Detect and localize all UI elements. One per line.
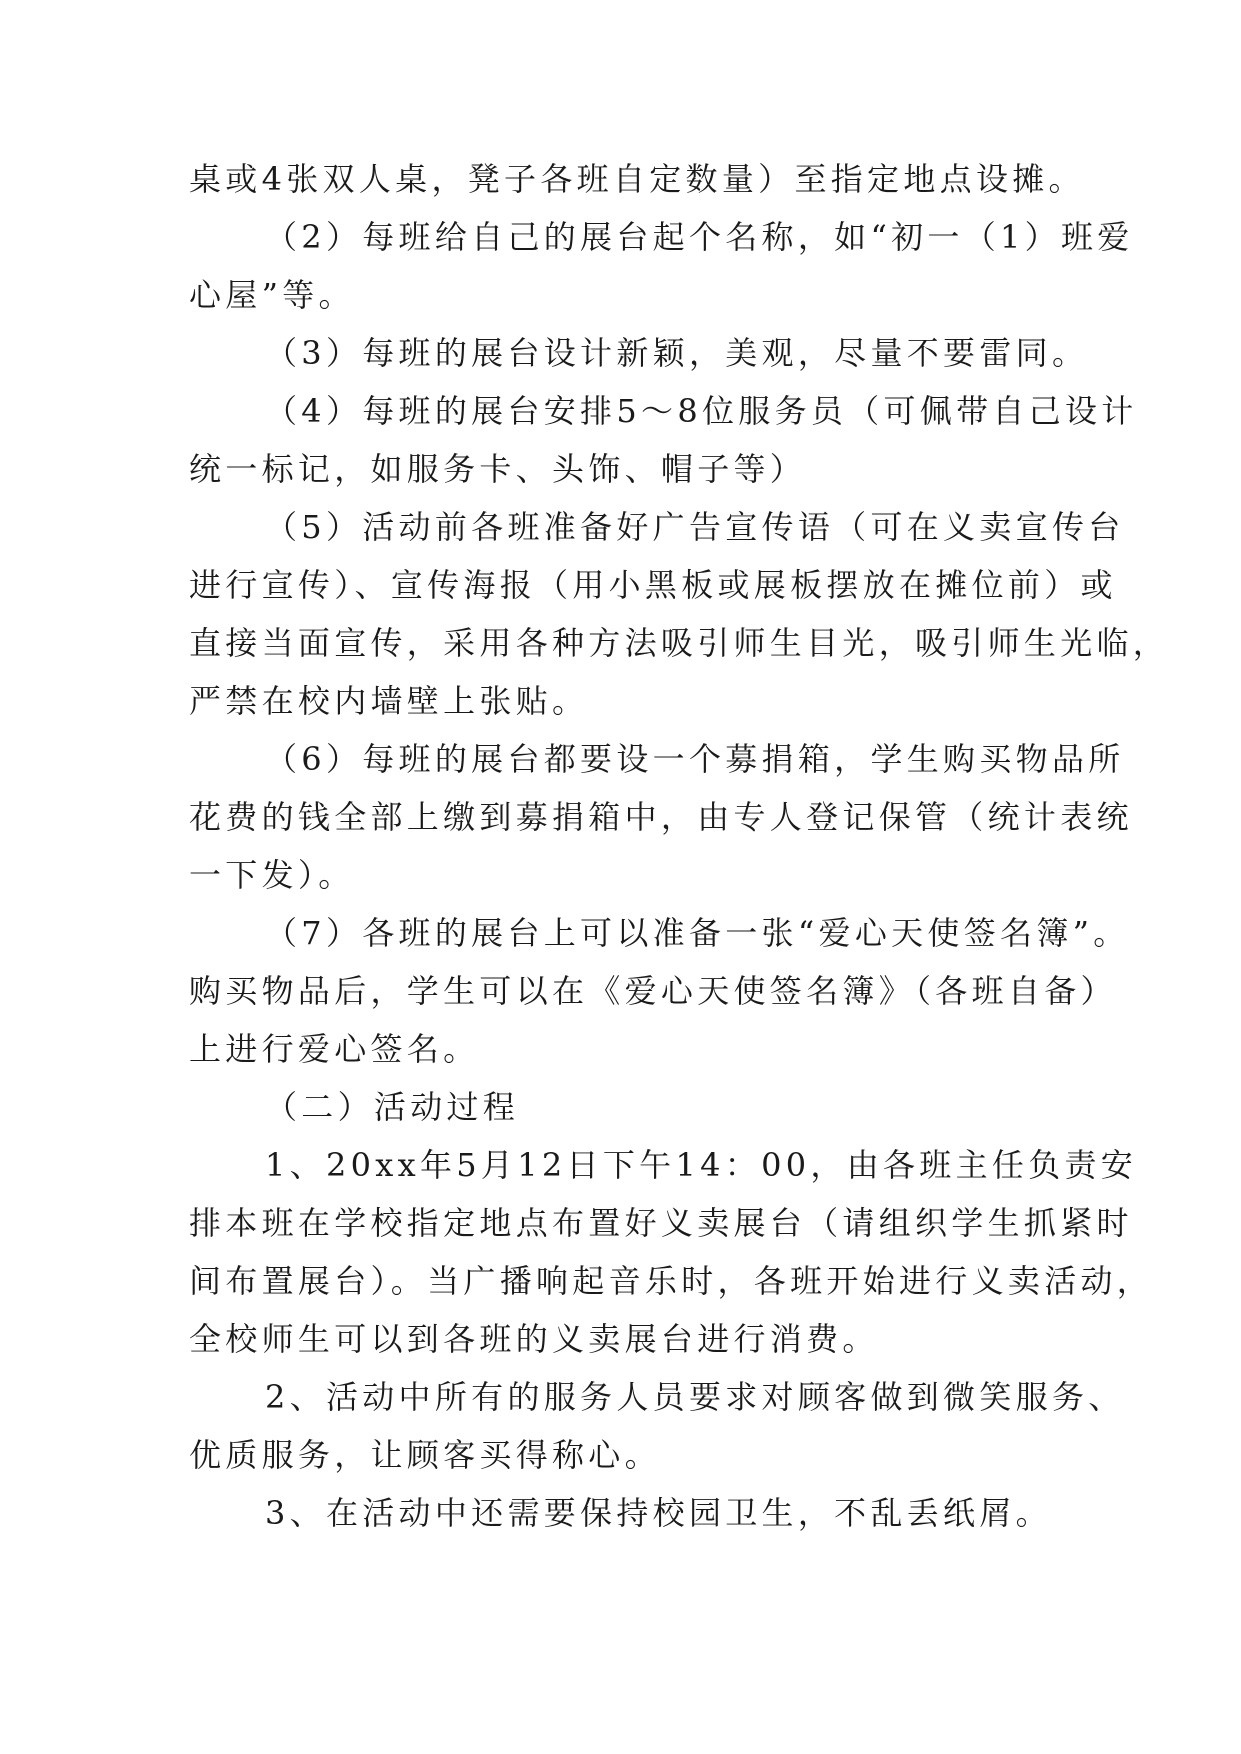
text-line: （3）每班的展台设计新颖，美观，尽量不要雷同。 bbox=[265, 334, 1089, 372]
text-line: （2）每班给自己的展台起个名称，如“初一（1）班爱 bbox=[265, 218, 1134, 256]
section-heading: （二）活动过程 bbox=[265, 1088, 520, 1126]
text-line: （6）每班的展台都要设一个募捐箱，学生购买物品所 bbox=[265, 740, 1125, 778]
text-line: 一下发）。 bbox=[189, 856, 355, 894]
text-line: 统一标记，如服务卡、头饰、帽子等） bbox=[189, 450, 807, 488]
text-line: （4）每班的展台安排5～8位服务员（可佩带自己设计 bbox=[265, 392, 1138, 430]
text-line: 购买物品后，学生可以在《爱心天使签名簿》（各班自备） bbox=[189, 972, 1117, 1010]
text-line: 花费的钱全部上缴到募捐箱中，由专人登记保管（统计表统 bbox=[189, 798, 1133, 836]
text-line: 间布置展台）。当广播响起音乐时，各班开始进行义卖活动， bbox=[189, 1262, 1154, 1300]
text-line: 心屋”等。 bbox=[189, 276, 355, 314]
text-line: 上进行爱心签名。 bbox=[189, 1030, 480, 1068]
text-line: 2、活动中所有的服务人员要求对顾客做到微笑服务、 bbox=[265, 1378, 1125, 1416]
document-body bbox=[189, 150, 1170, 1542]
text-line: （7）各班的展台上可以准备一张“爱心天使签名簿”。 bbox=[265, 914, 1130, 952]
text-line: 进行宣传）、宣传海报（用小黑板或展板摆放在摊位前）或 bbox=[189, 566, 1117, 604]
text-line: 全校师生可以到各班的义卖展台进行消费。 bbox=[189, 1320, 879, 1358]
text-line: 3、在活动中还需要保持校园卫生，不乱丢纸屑。 bbox=[265, 1494, 1052, 1532]
text-line: （5）活动前各班准备好广告宣传语（可在义卖宣传台 bbox=[265, 508, 1125, 546]
text-line: 严禁在校内墙壁上张贴。 bbox=[189, 682, 589, 720]
text-line: 优质服务，让顾客买得称心。 bbox=[189, 1436, 661, 1474]
text-line: 1、20xx年5月12日下午14：00，由各班主任负责安 bbox=[265, 1146, 1138, 1184]
text-line: 桌或4张双人桌，凳子各班自定数量）至指定地点设摊。 bbox=[189, 160, 1085, 198]
text-line: 直接当面宣传，采用各种方法吸引师生目光，吸引师生光临， bbox=[189, 624, 1170, 662]
text-line: 排本班在学校指定地点布置好义卖展台（请组织学生抓紧时 bbox=[189, 1204, 1133, 1242]
